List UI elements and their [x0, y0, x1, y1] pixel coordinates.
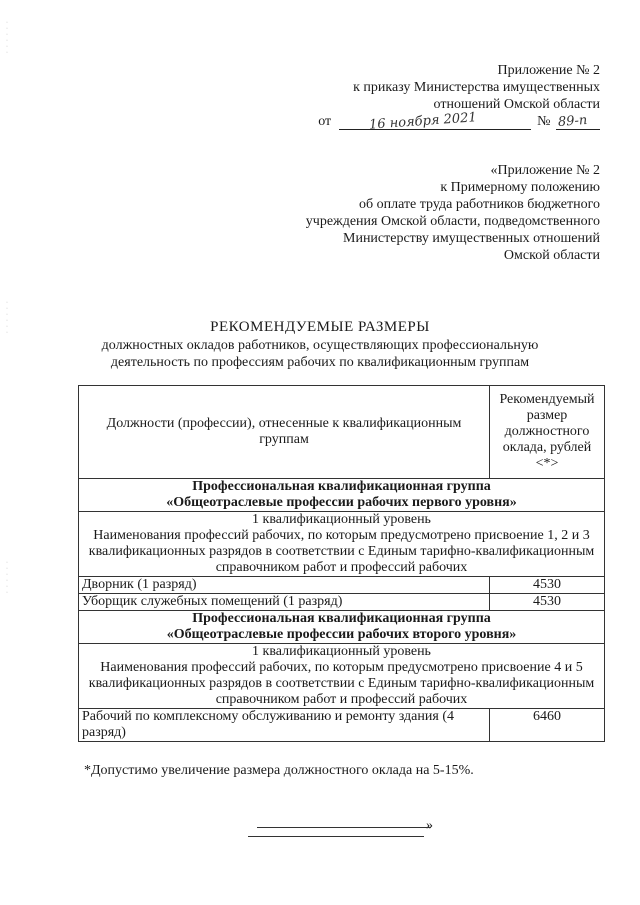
table-row: [79, 577, 605, 594]
inner-appendix-line: Министерству имущественных отношений: [343, 231, 600, 246]
group1-heading: [79, 479, 605, 512]
group1-level-desc: Наименования профессий рабочих, по которым предусмотрено присвоение 1, 2 и 3 квалификационных разрядов в соответствии с Единым тарифно-квалификационным справочником работ и профессий рабочих: [88, 528, 595, 575]
position-name: Дворник (1 разряд): [79, 577, 490, 594]
salary-value: 4530: [490, 577, 605, 594]
group2-heading: [79, 611, 605, 644]
inner-appendix-line: об оплате труда работников бюджетного: [358, 197, 600, 212]
group2-level-title: 1 квалификационный уровень: [252, 644, 431, 659]
group-row: [79, 611, 605, 644]
document-subtitle-1: должностных окладов работников, осуществляющих профессиональную: [101, 338, 539, 353]
group1-level-title: 1 квалификационный уровень: [252, 512, 431, 527]
footnote: *Допустимо увеличение размера должностного оклада на 5-15%.: [84, 763, 474, 778]
group1-line1: Профессиональная квалификационная группа: [192, 479, 491, 494]
header-salary: Рекомендуемый размер должностного оклада, рублей <*>: [490, 386, 605, 479]
appendix-header: [318, 62, 600, 133]
document-subtitle-2: деятельность по профессиям рабочих по квалификационным группам: [110, 355, 530, 370]
appendix-ministry: отношений Омской области: [433, 97, 600, 112]
binding-marks: · · · · · ·: [6, 560, 8, 596]
inner-appendix-line: Омской области: [503, 248, 600, 263]
binding-marks: · · · · · ·: [6, 20, 8, 56]
document-title-block: [0, 318, 640, 371]
group2-line2: «Общеотраслевые профессии рабочих второго уровня»: [166, 627, 517, 642]
level-row: [79, 644, 605, 709]
group2-level-desc: Наименования профессий рабочих, по которым предусмотрено присвоение 4 и 5 квалификационных разрядов в соответствии с Единым тарифно-квалификационным справочником работ и профессий рабочих: [88, 660, 595, 707]
closing-quote: »: [426, 818, 433, 833]
group2-level: [79, 644, 605, 709]
table-row: [79, 709, 605, 742]
inner-appendix: [306, 162, 600, 264]
number-handwritten: 89-п: [557, 112, 588, 131]
group-row: [79, 479, 605, 512]
salary-value: 6460: [490, 709, 605, 742]
date-handwritten: 16 ноября 2021: [368, 110, 477, 133]
number-underline: [556, 114, 600, 130]
salary-table: [78, 385, 605, 742]
signature-line-1: [248, 822, 424, 837]
position-name: Уборщик служебных помещений (1 разряд): [79, 594, 490, 611]
signature-line-2: [257, 826, 431, 828]
table-header-row: [79, 386, 605, 479]
document-title: РЕКОМЕНДУЕМЫЕ РАЗМЕРЫ: [210, 319, 430, 335]
inner-appendix-line: учреждения Омской области, подведомственного: [305, 214, 600, 229]
group1-level: [79, 512, 605, 577]
inner-appendix-line: к Примерному положению: [440, 180, 600, 195]
appendix-order-ref: к приказу Министерства имущественных: [353, 80, 600, 95]
header-positions: Должности (профессии), отнесенные к квалификационным группам: [79, 386, 490, 479]
from-label: от: [318, 114, 332, 129]
order-date-line: [318, 110, 600, 133]
level-row: [79, 512, 605, 577]
binding-marks: · · · · · ·: [6, 300, 8, 336]
group1-line2: «Общеотраслевые профессии рабочих первого уровня»: [166, 495, 517, 510]
table-row: [79, 594, 605, 611]
number-label: №: [537, 114, 551, 129]
position-name: Рабочий по комплексному обслуживанию и ремонту здания (4 разряд): [79, 709, 490, 742]
salary-value: 4530: [490, 594, 605, 611]
date-underline: [339, 110, 531, 133]
inner-appendix-line: «Приложение № 2: [490, 163, 600, 178]
group2-line1: Профессиональная квалификационная группа: [192, 611, 491, 626]
appendix-title: Приложение № 2: [497, 63, 600, 78]
